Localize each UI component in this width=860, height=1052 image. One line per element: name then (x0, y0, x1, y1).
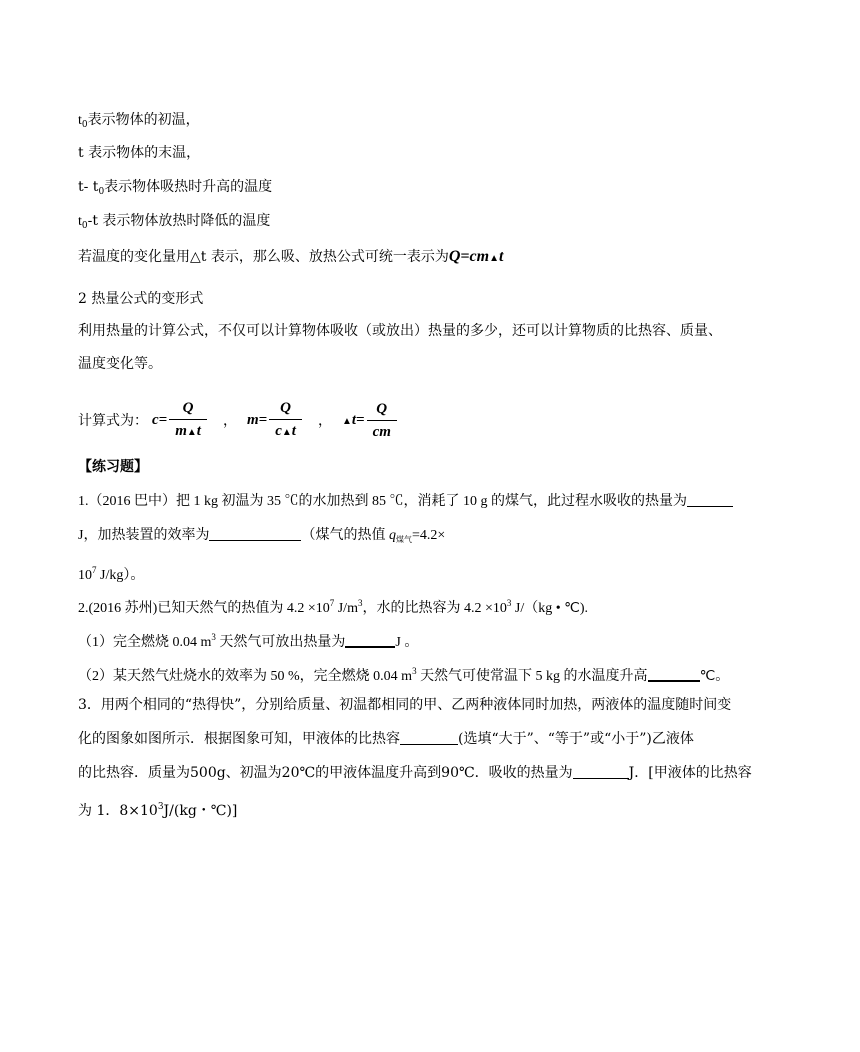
answer-blank (209, 526, 301, 541)
question-1-line3: $10^7$ J/kg）。 (78, 565, 145, 583)
def-final-temp: t 表示物体的末温， (78, 145, 201, 161)
answer-blank (573, 764, 629, 779)
question-2-part2: （2）某天然气灶烧水的效率为 50 %，完全燃烧 0.04 $m^3$ 天然气可使常温下 5 kg 的水温度升高 ℃。 (78, 666, 730, 684)
question-3-line2: 化的图象如图所示．根据图象可知，甲液体的比热容 (选填“大于”、“等于”或“小于”)乙液体 (78, 731, 694, 747)
def-temp-drop: $t_0-t$ 表示物体放热时降低的温度 (78, 213, 271, 231)
question-1-line1: 1.（2016 巴中）把 1 kg 初温为 35 ℃的水加热到 85 ℃，消耗了 10 g 的煤气，此过程水吸收的热量为 (78, 492, 733, 512)
answer-blank (648, 666, 700, 682)
answer-blank (400, 730, 458, 745)
fraction-m: $\frac{Q}{c▲t}$ (269, 399, 302, 442)
unified-formula-line: 若温度的变化量用△t 表示，那么吸、放热公式可统一表示为Q=cm▲t (78, 248, 504, 265)
unified-formula: Q=cm▲t (448, 248, 504, 265)
question-2-part1: （1）完全燃烧 0.04 $m^3$ 天然气可放出热量为 J 。 (78, 632, 419, 650)
question-3-line1: 3．用两个相同的“热得快”，分别给质量、初温都相同的甲、乙两种液体同时加热，两液体的温度随时间变 (78, 697, 732, 713)
def-initial-temp: $t_0$表示物体的初温， (78, 112, 200, 130)
section-desc-line2: 温度变化等。 (78, 356, 162, 372)
answer-blank (687, 492, 733, 507)
fraction-dt: $\frac{Q}{cm}$ (367, 400, 397, 441)
question-2-line1: 2.(2016 苏州)已知天然气的热值为 $4.2 \times 10^7$ $J/m^3$，水的比热容为 $4.2 \times 10^3$ J/（kg • ℃). (78, 598, 588, 616)
answer-blank (345, 632, 395, 648)
section-desc-line1: 利用热量的计算公式，不仅可以计算物体吸收（或放出）热量的多少，还可以计算物质的比热容、质量、 (78, 323, 722, 339)
fraction-c: $\frac{Q}{m▲t}$ (169, 399, 207, 442)
def-temp-rise: t- $t_0$表示物体吸热时升高的温度 (78, 179, 273, 197)
practice-heading: 【练习题】 (78, 459, 148, 475)
formula-line: 计算式为： c= $\frac{Q}{m▲t}$ ， m= $\frac{Q}{c▲t}$ ， ▲t= $\frac{Q}{cm}$ (78, 398, 399, 442)
question-3-line4: 为 1．$8\times 10^3J/(kg$・℃)] (78, 802, 238, 819)
section-heading: 2 热量公式的变形式 (78, 291, 204, 307)
question-1-line2: J，加热装置的效率为 （煤气的热值 $q_{煤气}=4.2\times$ (78, 528, 446, 544)
question-3-line3: 的比热容．质量为500g、初温为20℃的甲液体温度升高到90℃．吸收的热量为 J．[甲液体的比热容 (78, 765, 752, 781)
